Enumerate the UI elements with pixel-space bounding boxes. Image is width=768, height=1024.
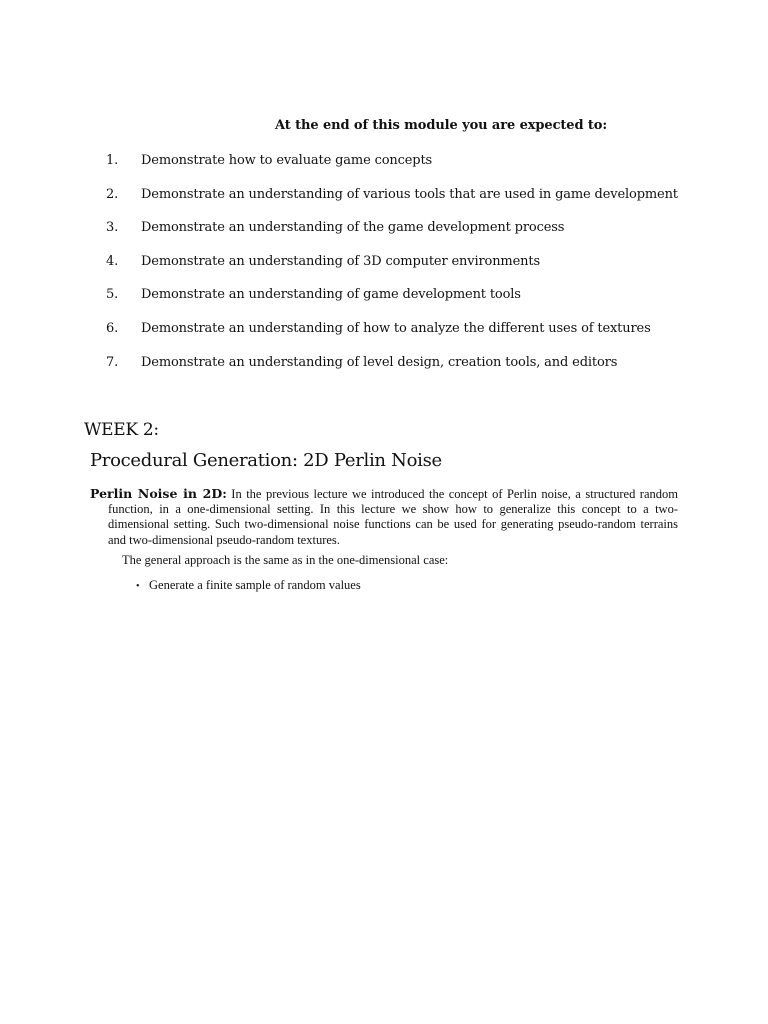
objective-number: 4.	[106, 253, 119, 269]
objective-item	[0, 354, 768, 388]
objective-text: Demonstrate an understanding of game development tools	[141, 287, 521, 303]
objective-number: 1.	[106, 153, 119, 168]
objectives-heading: At the end of this module you are expected to:	[275, 118, 608, 133]
objective-number: 6.	[106, 320, 119, 336]
approach-paragraph: The general approach is the same as in the one-dimensional case:	[122, 553, 449, 567]
section-title: Procedural Generation: 2D Perlin Noise	[90, 450, 442, 471]
objective-text: Demonstrate an understanding of various tools that are used in game development	[141, 186, 678, 202]
objective-text: Demonstrate an understanding of how to analyze the different uses of textures	[141, 320, 651, 336]
objective-item	[0, 152, 768, 186]
objective-item	[0, 253, 768, 287]
objective-number: 3.	[106, 220, 119, 236]
bullet-glyph: •	[136, 581, 140, 592]
objective-item	[0, 286, 768, 320]
week-title: WEEK 2:	[84, 420, 159, 440]
objective-item	[0, 320, 768, 354]
objective-text: Demonstrate an understanding of level design, creation tools, and editors	[141, 354, 618, 370]
bullet-text: Generate a finite sample of random values	[149, 578, 361, 592]
objectives-list	[0, 152, 768, 387]
objective-number: 7.	[106, 354, 119, 370]
intro-lead: Perlin Noise in 2D:	[90, 486, 227, 501]
objective-number: 5.	[106, 287, 119, 303]
list-item	[136, 578, 361, 594]
objective-text: Demonstrate an understanding of 3D computer environments	[141, 253, 540, 269]
objective-item	[0, 219, 768, 253]
bullet-list	[136, 578, 361, 594]
objective-number: 2.	[106, 186, 119, 202]
objective-text: Demonstrate an understanding of the game development process	[141, 220, 565, 236]
objective-item	[0, 186, 768, 220]
intro-paragraph	[90, 486, 678, 548]
objective-text: Demonstrate how to evaluate game concepts	[141, 153, 433, 168]
intro-body: In the previous lecture we introduced the concept of Perlin noise, a structured random function, in a one-dimensional setting. In this lecture we show how to generalize this concept to a two-dimensional setting. Such two-dimensional noise functions can be used for generating pseudo-random terrains and two-dimensional pseudo-random textures.	[108, 487, 678, 547]
